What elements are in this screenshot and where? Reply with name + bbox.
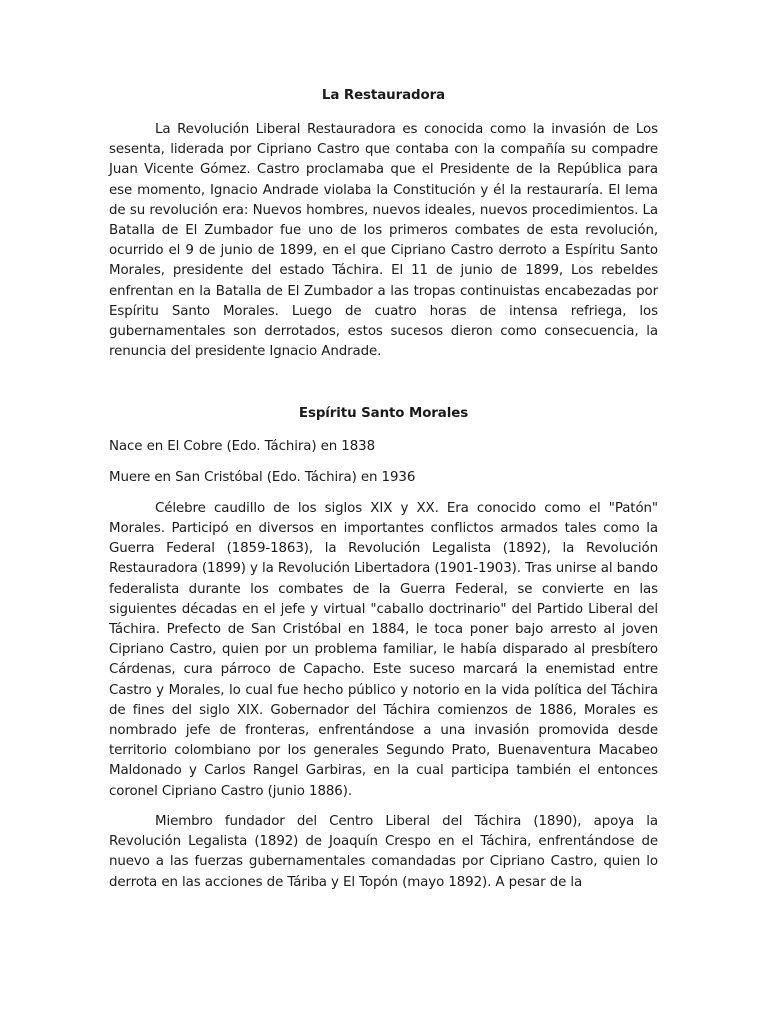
paragraph-biography-2: Miembro fundador del Centro Liberal del Táchira (1890), apoya la Revolución Legalista (1892) de Joaquín Crespo en el Táchira, enfrentándose de nuevo a las fuerzas gubernamentales comandadas por Cipriano Castro, quien lo derrota en las acciones de Táriba y El Topón (mayo 1892). A pesar de la: [109, 813, 658, 890]
paragraph-la-restauradora: La Revolución Liberal Restauradora es conocida como la invasión de Los sesenta, liderada por Cipriano Castro que contaba con la compañía su compadre Juan Vicente Gómez. Castro proclamaba que el Presidente de la República para ese momento, Ignacio Andrade violaba la Constitución y él la restauraría. El lema de su revolución era: Nuevos hombres, nuevos ideales, nuevos procedimientos. La Batalla de El Zumbador fue uno de los primeros combates de esta revolución, ocurrido el 9 de junio de 1899, en el que Cipriano Castro derroto a Espíritu Santo Morales, presidente del estado Táchira. El 11 de junio de 1899, Los rebeldes enfrentan en la Batalla de El Zumbador a las tropas continuistas encabezadas por Espíritu Santo Morales. Luego de cuatro horas de intensa refriega, los gubernamentales son derrotados, estos sucesos dieron como consecuencia, la renuncia del presidente Ignacio Andrade.: [109, 122, 658, 360]
document-page: [109, 80, 658, 893]
section-title-espiritu-santo-morales: Espíritu Santo Morales: [298, 406, 469, 422]
death-line: Muere en San Cristóbal (Edo. Táchira) en 1936: [109, 469, 416, 485]
birth-line: Nace en El Cobre (Edo. Táchira) en 1838: [109, 439, 375, 455]
paragraph-biography-1: Célebre caudillo de los siglos XIX y XX. Era conocido como el "Patón" Morales. Participó en diversos en importantes conflictos armados tales como la Guerra Federal (1859-1863), la Revolución Legalista (1892), la Revolución Restauradora (1899) y la Revolución Libertadora (1901-1903). Tras unirse al bando federalista durante los combates de la Guerra Federal, se convierte en las siguientes décadas en el jefe y virtual "caballo doctrinario" del Partido Liberal del Táchira. Prefecto de San Cristóbal en 1884, le toca poner bajo arresto al joven Cipriano Castro, quien por un problema familiar, le había disparado al presbítero Cárdenas, cura párroco de Capacho. Este suceso marcará la enemistad entre Castro y Morales, lo cual fue hecho público y notorio en la vida política del Táchira de fines del siglo XIX. Gobernador del Táchira comienzos de 1886, Morales es nombrado jefe de fronteras, enfrentándose a una invasión promovida desde territorio colombiano por los generales Segundo Prato, Buenaventura Macabeo Maldonado y Carlos Rangel Garbiras, en la cual participa también el entonces coronel Cipriano Castro (junio 1886).: [109, 500, 658, 799]
section-title-la-restauradora: La Restauradora: [321, 88, 446, 103]
